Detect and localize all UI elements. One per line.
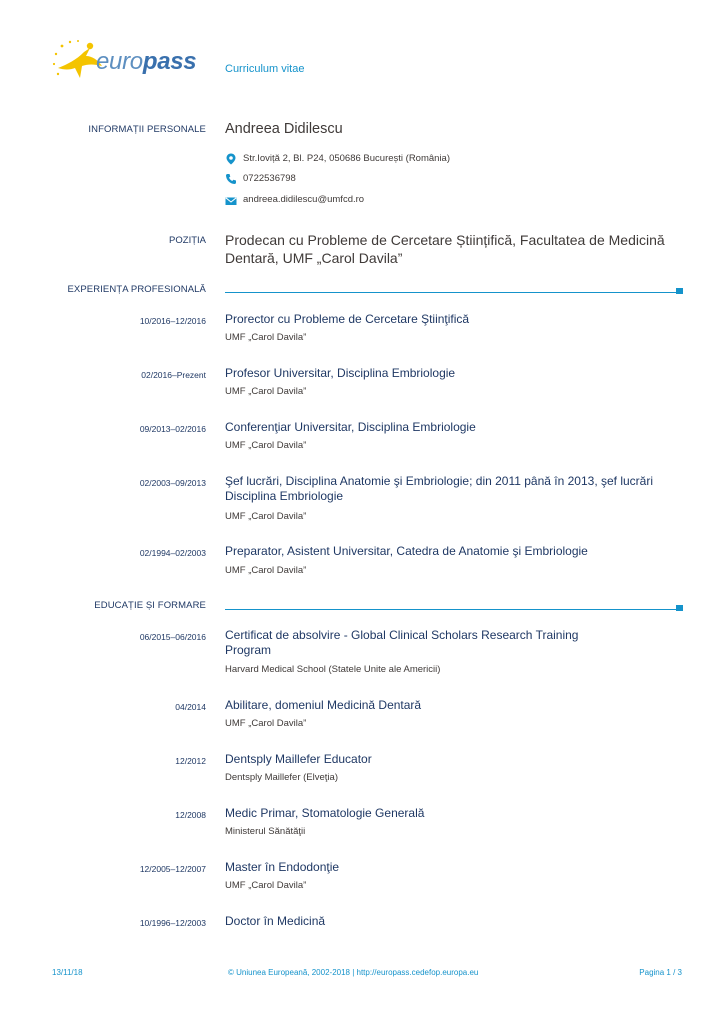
experience-organization: UMF „Carol Davila” — [225, 565, 307, 576]
footer-page-number: Pagina 1 / 3 — [639, 968, 682, 977]
education-title: Certificat de absolvire - Global Clinical Scholars Research Training Program — [225, 628, 579, 657]
person-name: Andreea Didilescu — [225, 121, 343, 137]
education-date: 12/2005–12/2007 — [139, 864, 206, 874]
experience-date: 02/2003–09/2013 — [139, 478, 206, 488]
experience-date: 02/2016–Prezent — [141, 370, 206, 380]
education-organization: Dentsply Maillefer (Elveţia) — [225, 772, 338, 783]
education-organization: Harvard Medical School (Statele Unite ale Americii) — [225, 664, 441, 675]
location-pin-icon — [225, 153, 237, 165]
experience-title: Profesor Universitar, Disciplina Embriologie — [225, 366, 456, 380]
address-text: Str.Ioviță 2, Bl. P24, 050686 București (România) — [243, 153, 450, 164]
education-title: Medic Primar, Stomatologie Generală — [225, 806, 425, 820]
email-link[interactable]: andreea.didilescu@umfcd.ro — [243, 194, 365, 205]
experience-organization: UMF „Carol Davila” — [225, 440, 307, 451]
email-icon — [225, 195, 237, 207]
education-title: Dentsply Maillefer Educator — [225, 752, 372, 766]
experience-date: 09/2013–02/2016 — [139, 424, 206, 434]
education-title: Abilitare, domeniul Medicină Dentară — [225, 698, 422, 712]
position-text: Prodecan cu Probleme de Cercetare Științifică, Facultatea de Medicină Dentară, UMF „Carol Davila” — [225, 232, 665, 266]
education-date: 04/2014 — [175, 702, 206, 712]
logo-wordmark: europass — [96, 48, 197, 75]
experience-divider-marker — [676, 288, 683, 294]
footer-date: 13/11/18 — [52, 968, 83, 977]
experience-title: Conferenţiar Universitar, Disciplina Embriologie — [225, 420, 476, 434]
education-organization: UMF „Carol Davila” — [225, 718, 307, 729]
experience-divider — [225, 292, 677, 293]
personal-info-label: INFORMAȚII PERSONALE — [88, 124, 206, 135]
experience-section-label: EXPERIENȚA PROFESIONALĂ — [67, 284, 206, 295]
education-organization: UMF „Carol Davila” — [225, 880, 307, 891]
education-date: 12/2008 — [175, 810, 206, 820]
experience-date: 02/1994–02/2003 — [139, 548, 206, 558]
experience-title: Preparator, Asistent Universitar, Catedra de Anatomie şi Embriologie — [225, 544, 588, 558]
education-date: 10/1996–12/2003 — [139, 918, 206, 928]
experience-title: Prorector cu Probleme de Cercetare Ştiinţifică — [225, 312, 470, 326]
experience-date: 10/2016–12/2016 — [139, 316, 206, 326]
footer-copyright-link[interactable]: © Uniunea Europeană, 2002-2018 | http://europass.cedefop.europa.eu — [228, 968, 479, 977]
experience-organization: UMF „Carol Davila” — [225, 386, 307, 397]
phone-icon — [225, 173, 237, 185]
document-title: Curriculum vitae — [225, 63, 305, 75]
education-organization: Ministerul Sănătăţii — [225, 826, 306, 837]
education-divider — [225, 609, 677, 610]
experience-title: Şef lucrări, Disciplina Anatomie şi Embriologie; din 2011 până în 2013, şef lucrări Disciplina Embriologie — [225, 474, 654, 503]
phone-text: 0722536798 — [243, 173, 296, 184]
education-title: Doctor în Medicină — [225, 914, 326, 928]
education-section-label: EDUCAȚIE ȘI FORMARE — [94, 600, 206, 611]
education-date: 06/2015–06/2016 — [139, 632, 206, 642]
experience-organization: UMF „Carol Davila” — [225, 511, 307, 522]
position-label: POZIȚIA — [169, 235, 206, 246]
education-divider-marker — [676, 605, 683, 611]
experience-organization: UMF „Carol Davila” — [225, 332, 307, 343]
education-date: 12/2012 — [175, 756, 206, 766]
europass-logo — [50, 38, 210, 88]
education-title: Master în Endodonţie — [225, 860, 340, 874]
